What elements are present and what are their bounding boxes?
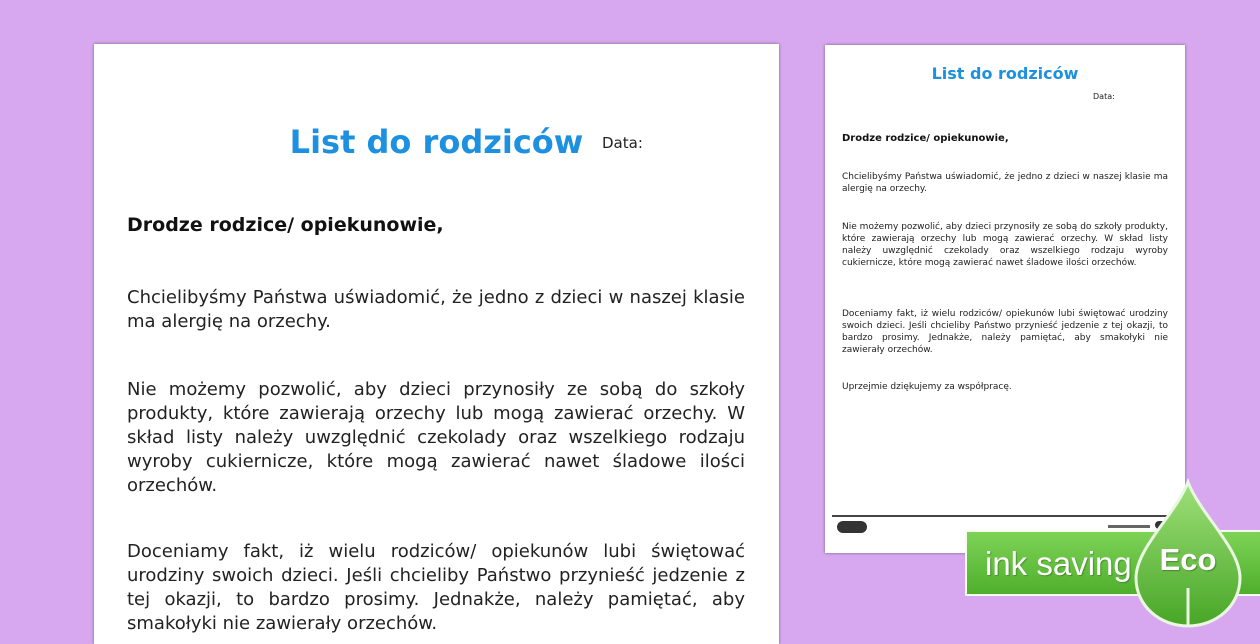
page-title: List do rodziców xyxy=(289,123,584,161)
paragraph: Nie możemy pozwolić, aby dzieci przynosiły ze sobą do szkoły produkty, które zawierają orzechy lub mogą zawierać orzechy. W skład listy należy uwzględnić czekolady oraz wszelkiego rodzaju wyroby cukiernicze, które mogą zawierać nawet śladowe ilości orzechów. xyxy=(127,379,745,496)
preview-greeting: Drodze rodzice/ opiekunowie, xyxy=(842,133,1009,144)
preview-paragraph: Doceniamy fakt, iż wielu rodziców/ opiekunów lubi świętować urodziny swoich dzieci. Jeśli chcieliby Państwo przynieść jedzenie z tej okazji, to bardzo prosimy. Jednakże, należy pamiętać, aby smakołyki nie zawierały orzechów. xyxy=(842,309,1168,355)
date-label: Data: xyxy=(602,134,643,152)
paragraph: Chcielibyśmy Państwa uświadomić, że jedno z dzieci w naszej klasie ma alergię na orzechy. xyxy=(127,287,745,332)
eco-badge xyxy=(1128,478,1248,630)
preview-date-label: Data: xyxy=(1093,92,1115,101)
preview-paragraph: Chcielibyśmy Państwa uświadomić, że jedno z dzieci w naszej klasie ma alergię na orzechy. xyxy=(842,172,1168,194)
footer-divider xyxy=(832,515,1178,517)
preview-paragraph: Nie możemy pozwolić, aby dzieci przynosiły ze sobą do szkoły produkty, które zawierają orzechy lub mogą zawierać orzechy. W skład listy należy uwzględnić czekolady oraz wszelkiego rodzaju wyroby cukiernicze, które mogą zawierać nawet śladowe ilości orzechów. xyxy=(842,222,1168,268)
greeting: Drodze rodzice/ opiekunowie, xyxy=(127,214,444,236)
preview-paragraph: Uprzejmie dziękujemy za współpracę. xyxy=(842,382,1012,392)
paragraph: Doceniamy fakt, iż wielu rodziców/ opiekunów lubi świętować urodziny swoich dzieci. Jeśli chcieliby Państwo przynieść jedzenie z tej okazji, to bardzo prosimy. Jednakże, należy pamiętać, aby smakołyki nie zawierały orzechów. xyxy=(127,541,745,634)
small-preview-sheet xyxy=(825,45,1185,553)
footer-logo-icon xyxy=(837,521,867,533)
large-document-sheet xyxy=(94,44,779,644)
ink-saving-label: ink saving xyxy=(985,545,1132,582)
eco-label: Eco xyxy=(1159,542,1217,577)
preview-title: List do rodziców xyxy=(931,64,1079,83)
